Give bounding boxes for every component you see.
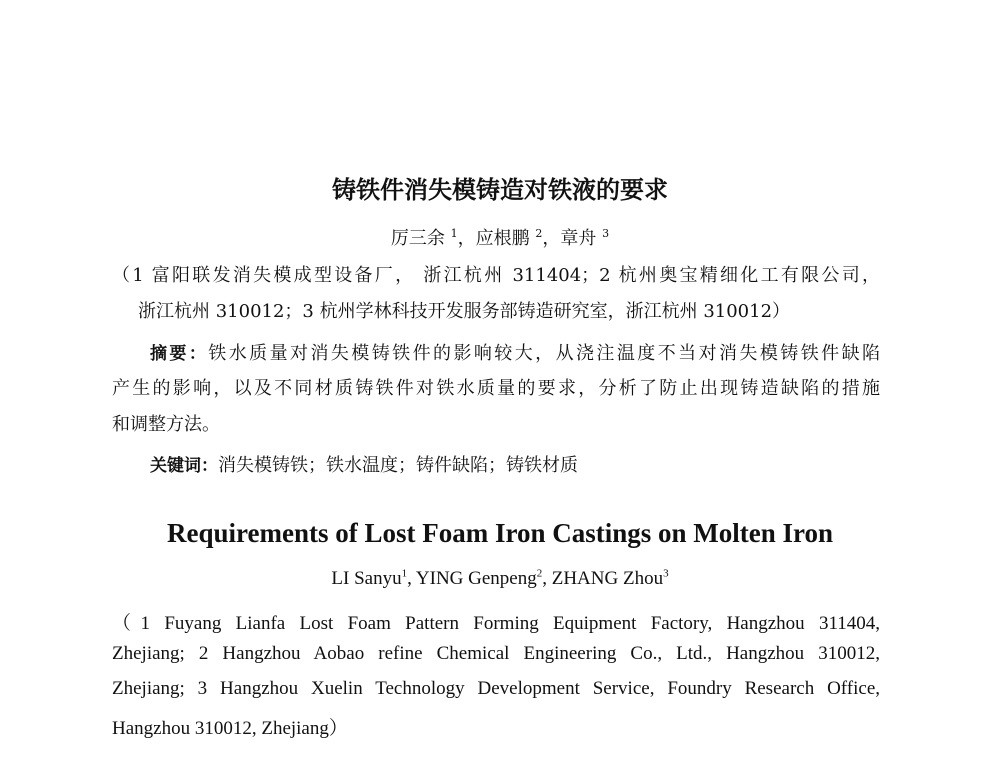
- en-title: Requirements of Lost Foam Iron Castings on Molten Iron: [166, 518, 834, 548]
- en-author-affil-marker: 1: [401, 567, 408, 580]
- cn-affiliation-line: 浙江杭州 310012；3 杭州学林科技开发服务部铸造研究室，浙江杭州 310012）: [138, 301, 791, 322]
- cn-author-separator: ，: [542, 228, 561, 249]
- cn-author-separator: ，: [457, 228, 476, 249]
- cn-affiliation-line: （1 富阳联发消失模成型设备厂， 浙江杭州 311404；2 杭州奥宝精细化工有限公司，: [112, 265, 880, 286]
- en-author-name: LI Sanyu: [331, 568, 402, 589]
- en-author-separator: ,: [542, 568, 552, 589]
- cn-author-name: 章舟: [560, 228, 597, 249]
- cn-author-affil-marker: 2: [535, 227, 543, 240]
- en-affiliation-line: （1 Fuyang Lianfa Lost Foam Pattern Forming Equipment Factory, Hangzhou 311404,: [112, 613, 880, 634]
- en-authors: [0, 568, 1000, 590]
- cn-author-affil-marker: 3: [602, 227, 610, 240]
- cn-keywords-text: 消失模铸铁；铁水温度；铸件缺陷；铸铁材质: [218, 455, 578, 476]
- cn-keywords: [150, 451, 578, 477]
- en-author-affil-marker: 2: [536, 567, 543, 580]
- cn-abstract-label: 摘要：: [150, 344, 209, 364]
- cn-authors: [0, 224, 1000, 250]
- cn-author-name: 厉三余: [390, 228, 445, 249]
- en-affiliation-line: Hangzhou 310012, Zhejiang）: [112, 718, 348, 739]
- en-author-name: YING Genpeng: [415, 568, 537, 589]
- cn-abstract-text: 铁水质量对消失模铸铁件的影响较大，从浇注温度不当对消失模铸铁件缺陷: [208, 343, 881, 364]
- cn-abstract-line: 产生的影响，以及不同材质铸铁件对铁水质量的要求，分析了防止出现铸造缺陷的措施: [112, 378, 880, 399]
- cn-author-name: 应根鹏: [475, 228, 530, 249]
- en-author-separator: ,: [407, 568, 416, 589]
- en-author-name: ZHANG Zhou: [551, 568, 664, 589]
- en-author-affil-marker: 3: [663, 567, 669, 580]
- cn-abstract-line: 和调整方法。: [112, 414, 220, 435]
- cn-abstract-line: [150, 339, 880, 365]
- en-affiliation-line: Zhejiang; 2 Hangzhou Aobao refine Chemical Engineering Co., Ltd., Hangzhou 310012,: [112, 643, 880, 664]
- cn-keywords-label: 关键词：: [150, 456, 218, 476]
- en-affiliation-line: Zhejiang; 3 Hangzhou Xuelin Technology Development Service, Foundry Research Office,: [112, 678, 880, 699]
- cn-title: 铸铁件消失模铸造对铁液的要求: [332, 176, 668, 204]
- cn-author-affil-marker: 1: [450, 227, 458, 240]
